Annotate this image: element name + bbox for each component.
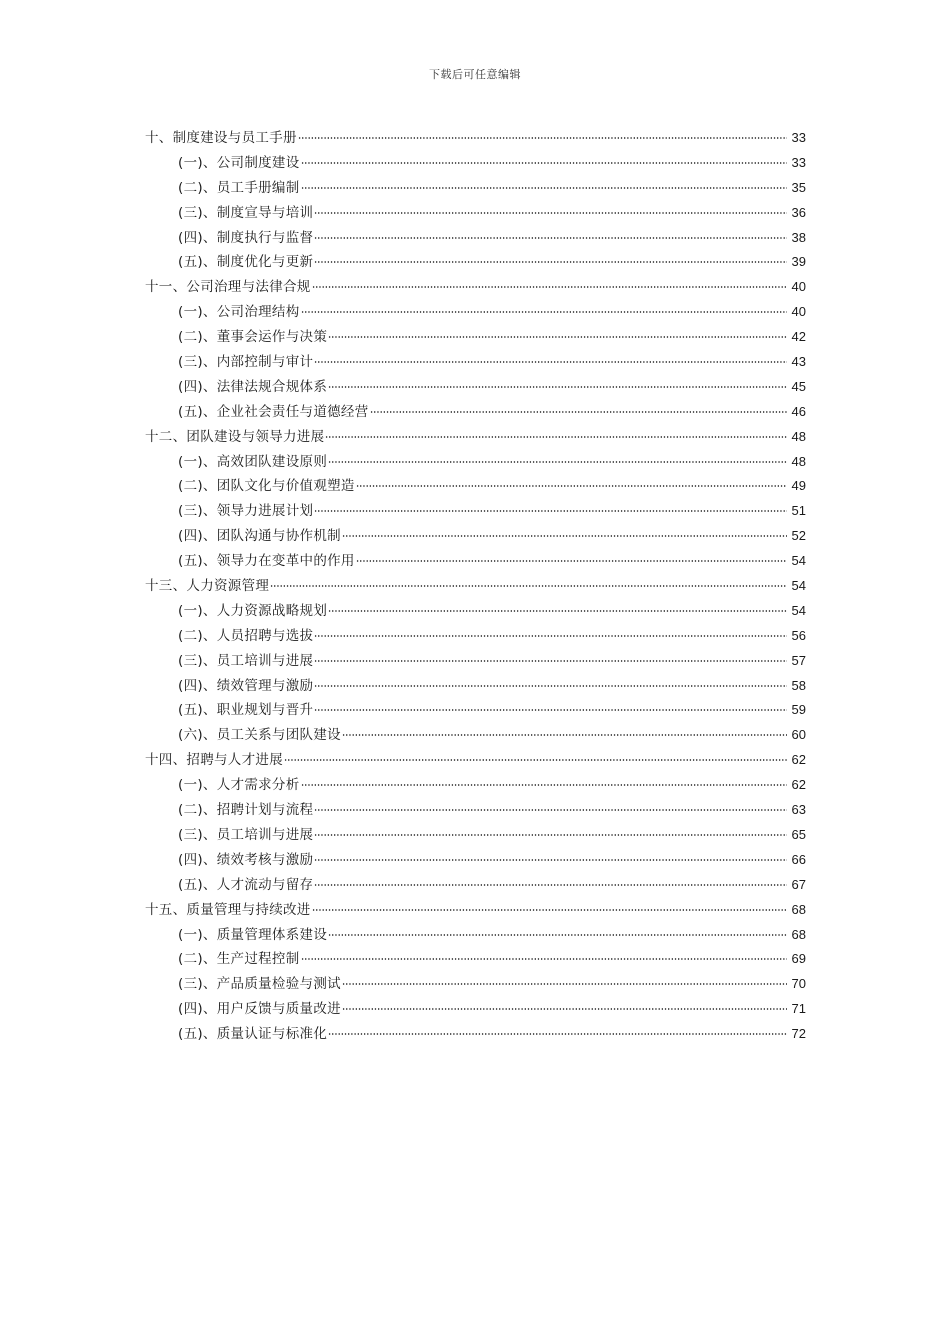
toc-entry-title: (一)、公司治理结构 [178, 304, 300, 321]
toc-entry-title: (三)、领导力进展计划 [178, 503, 314, 520]
toc-dot-leader [314, 809, 787, 811]
toc-page-number: 35 [791, 179, 806, 195]
toc-page-number: 42 [791, 329, 806, 345]
toc-entry-title: (一)、质量管理体系建设 [178, 926, 328, 943]
toc-section-entry[interactable] [145, 201, 806, 226]
toc-page-number: 45 [791, 378, 806, 394]
toc-section-entry[interactable] [145, 375, 806, 400]
toc-dot-leader [301, 311, 787, 313]
toc-dot-leader [270, 585, 787, 587]
toc-section-entry[interactable] [145, 499, 806, 524]
toc-section-entry[interactable] [145, 599, 806, 624]
toc-page-number: 52 [791, 528, 806, 544]
toc-dot-leader [312, 909, 787, 911]
toc-entry-title: 十二、团队建设与领导力进展 [145, 428, 325, 445]
toc-dot-leader [314, 635, 787, 637]
toc-page-number: 48 [791, 428, 806, 444]
toc-dot-leader [314, 660, 787, 662]
toc-entry-title: (三)、产品质量检验与测试 [178, 976, 341, 993]
toc-dot-leader [312, 286, 787, 288]
toc-page-number: 49 [791, 478, 806, 494]
toc-dot-leader [284, 759, 787, 761]
toc-entry-title: (二)、团队文化与价值观塑造 [178, 478, 355, 495]
toc-entry-title: (一)、公司制度建设 [178, 154, 300, 171]
toc-dot-leader [328, 461, 787, 463]
toc-dot-leader [314, 261, 787, 263]
toc-page-number: 60 [791, 727, 806, 743]
toc-section-entry[interactable] [145, 997, 806, 1022]
toc-entry-title: 十、制度建设与员工手册 [145, 130, 297, 146]
toc-page-number: 54 [791, 578, 806, 594]
toc-section-entry[interactable] [145, 624, 806, 649]
toc-page-number: 43 [791, 354, 806, 370]
toc-dot-leader [314, 361, 787, 363]
toc-section-entry[interactable] [145, 798, 806, 823]
toc-dot-leader [342, 1008, 787, 1010]
toc-section-entry[interactable] [145, 873, 806, 898]
toc-page-number: 46 [791, 403, 806, 419]
toc-section-entry[interactable] [145, 773, 806, 798]
toc-section-entry[interactable] [145, 226, 806, 251]
toc-entry-title: (六)、员工关系与团队建设 [178, 727, 341, 744]
toc-page-number: 62 [791, 777, 806, 793]
toc-page-number: 66 [791, 851, 806, 867]
toc-section-entry[interactable] [145, 300, 806, 325]
toc-page-number: 38 [791, 229, 806, 245]
toc-dot-leader [314, 834, 787, 836]
toc-section-entry[interactable] [145, 350, 806, 375]
toc-entry-title: (五)、质量认证与标准化 [178, 1026, 328, 1043]
toc-page-number: 57 [791, 652, 806, 668]
toc-dot-leader [370, 411, 787, 413]
toc-chapter-entry[interactable] [145, 898, 806, 923]
toc-page-number: 67 [791, 876, 806, 892]
toc-entry-title: (五)、领导力在变革中的作用 [178, 553, 355, 570]
toc-dot-leader [314, 685, 787, 687]
toc-section-entry[interactable] [145, 176, 806, 201]
toc-page-number: 65 [791, 826, 806, 842]
toc-dot-leader [342, 983, 787, 985]
toc-page-number: 39 [791, 254, 806, 270]
toc-page-number: 40 [791, 279, 806, 295]
toc-page-number: 69 [791, 951, 806, 967]
toc-page-number: 62 [791, 752, 806, 768]
toc-dot-leader [301, 162, 787, 164]
toc-entry-title: (四)、团队沟通与协作机制 [178, 528, 341, 545]
toc-dot-leader [314, 859, 787, 861]
toc-chapter-entry[interactable] [145, 574, 806, 599]
toc-section-entry[interactable] [145, 674, 806, 699]
toc-page-number: 68 [791, 901, 806, 917]
toc-section-entry[interactable] [145, 450, 806, 475]
toc-entry-title: (二)、招聘计划与流程 [178, 802, 314, 819]
toc-dot-leader [356, 485, 787, 487]
toc-section-entry[interactable] [145, 723, 806, 748]
toc-entry-title: (二)、生产过程控制 [178, 951, 300, 968]
toc-section-entry[interactable] [145, 325, 806, 350]
toc-page-number: 36 [791, 204, 806, 220]
toc-page-number: 33 [791, 154, 806, 170]
toc-section-entry[interactable] [145, 151, 806, 176]
toc-section-entry[interactable] [145, 923, 806, 948]
toc-chapter-entry[interactable] [145, 275, 806, 300]
toc-entry-title: (一)、人力资源战略规划 [178, 602, 328, 619]
toc-dot-leader [325, 436, 787, 438]
toc-page-number: 56 [791, 627, 806, 643]
toc-dot-leader [356, 560, 787, 562]
toc-dot-leader [328, 386, 787, 388]
toc-page-number: 54 [791, 602, 806, 618]
toc-section-entry[interactable] [145, 250, 806, 275]
toc-dot-leader [298, 137, 787, 139]
toc-entry-title: (五)、企业社会责任与道德经营 [178, 403, 369, 420]
toc-entry-title: (四)、制度执行与监督 [178, 229, 314, 246]
toc-dot-leader [328, 336, 787, 338]
toc-page-number: 68 [791, 926, 806, 942]
toc-page-number: 33 [791, 130, 806, 145]
toc-entry-title: (四)、绩效管理与激励 [178, 677, 314, 694]
toc-entry-title: (一)、人才需求分析 [178, 777, 300, 794]
toc-page-number: 70 [791, 976, 806, 992]
toc-entry-title: (三)、员工培训与进展 [178, 652, 314, 669]
toc-section-entry[interactable] [145, 698, 806, 723]
toc-dot-leader [342, 734, 787, 736]
toc-section-entry[interactable] [145, 848, 806, 873]
toc-entry-title: (四)、法律法规合规体系 [178, 378, 328, 395]
toc-entry-title: (三)、内部控制与审计 [178, 354, 314, 371]
toc-dot-leader [314, 884, 787, 886]
toc-page-number: 58 [791, 677, 806, 693]
toc-section-entry[interactable] [145, 649, 806, 674]
toc-entry-title: (四)、绩效考核与激励 [178, 851, 314, 868]
toc-chapter-entry[interactable] [145, 748, 806, 773]
toc-chapter-entry[interactable] [145, 126, 806, 151]
toc-entry-title: (三)、员工培训与进展 [178, 826, 314, 843]
table-of-contents [145, 126, 806, 1047]
toc-entry-title: (二)、员工手册编制 [178, 179, 300, 196]
toc-dot-leader [314, 709, 787, 711]
toc-section-entry[interactable] [145, 823, 806, 848]
toc-entry-title: 十三、人力资源管理 [145, 578, 270, 595]
toc-page-number: 48 [791, 453, 806, 469]
toc-section-entry[interactable] [145, 549, 806, 574]
toc-dot-leader [301, 958, 787, 960]
toc-dot-leader [301, 784, 787, 786]
toc-dot-leader [328, 934, 787, 936]
toc-dot-leader [328, 610, 787, 612]
toc-entry-title: (五)、制度优化与更新 [178, 254, 314, 271]
toc-dot-leader [342, 535, 787, 537]
toc-chapter-entry[interactable] [145, 425, 806, 450]
toc-entry-title: (二)、董事会运作与决策 [178, 329, 328, 346]
toc-section-entry[interactable] [145, 400, 806, 425]
toc-page-number: 71 [791, 1001, 806, 1017]
toc-dot-leader [314, 237, 787, 239]
toc-entry-title: (一)、高效团队建设原则 [178, 453, 328, 470]
toc-dot-leader [328, 1033, 787, 1035]
toc-entry-title: (四)、用户反馈与质量改进 [178, 1001, 341, 1018]
toc-entry-title: 十一、公司治理与法律合规 [145, 279, 311, 296]
toc-page-number: 54 [791, 553, 806, 569]
toc-section-entry[interactable] [145, 474, 806, 499]
toc-dot-leader [301, 187, 787, 189]
toc-entry-title: (五)、人才流动与留存 [178, 876, 314, 893]
toc-section-entry[interactable] [145, 1022, 806, 1047]
toc-dot-leader [314, 510, 787, 512]
toc-page-number: 63 [791, 802, 806, 818]
toc-page-number: 72 [791, 1026, 806, 1042]
toc-entry-title: 十五、质量管理与持续改进 [145, 901, 311, 918]
toc-entry-title: (三)、制度宣导与培训 [178, 204, 314, 221]
toc-page-number: 40 [791, 304, 806, 320]
toc-entry-title: (五)、职业规划与晋升 [178, 702, 314, 719]
toc-section-entry[interactable] [145, 972, 806, 997]
toc-entry-title: 十四、招聘与人才进展 [145, 752, 283, 769]
toc-section-entry[interactable] [145, 947, 806, 972]
toc-section-entry[interactable] [145, 524, 806, 549]
page-header: 下载后可任意编辑 [429, 68, 521, 81]
toc-entry-title: (二)、人员招聘与选拔 [178, 627, 314, 644]
toc-dot-leader [314, 212, 787, 214]
toc-page-number: 59 [791, 702, 806, 718]
toc-page-number: 51 [791, 503, 806, 519]
